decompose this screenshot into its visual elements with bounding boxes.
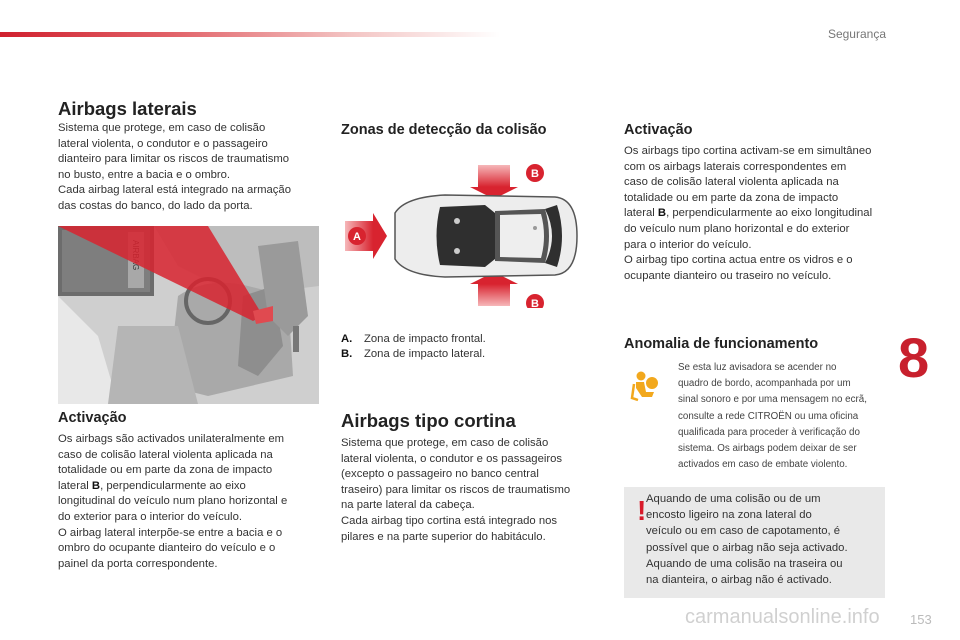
marker-b-top: B xyxy=(531,168,539,180)
impact-zones-diagram xyxy=(345,163,585,308)
seat-airbag-illustration xyxy=(58,226,319,404)
legend-lateral: B. Zona de impacto lateral. xyxy=(341,348,486,360)
zonas-title: Zonas de detecção da colisão xyxy=(341,122,547,138)
exclamation-icon: ! xyxy=(637,495,647,526)
activacao-right-title: Activação xyxy=(624,122,693,138)
warning-note xyxy=(624,487,885,598)
airbags-laterais-title: Airbags laterais xyxy=(58,98,197,119)
anomalia-text: Se esta luz avisadora se acender no quadro de bordo, acompanhada por um sinal sonoro e por uma mensagem no ecrã, consulte a rede CITROËN ou uma oficina qualificada para proceder à verificação do sistema. Os airbags podem deixar de ser activados em caso de embate violento. xyxy=(678,362,867,471)
activacao-left-title: Activação xyxy=(58,410,127,426)
activacao-right-text: Os airbags tipo cortina activam-se em simultâneo com os airbags laterais correspondentes em caso de colisão lateral violenta aplicada na totalidade ou em parte da zona de impacto lateral B, perpendicularmente ao eixo longitudinal do veículo num plano horizontal e do exterior para o interior do veículo. O airbag tipo cortina actua entre os vidros e o ocupante dianteiro ou traseiro no veículo. xyxy=(624,145,873,282)
header-accent-bar xyxy=(0,32,500,37)
airbags-cortina-title: Airbags tipo cortina xyxy=(341,410,516,431)
watermark: carmanualsonline.info xyxy=(685,606,880,628)
seat-illustration-svg xyxy=(58,226,319,404)
airbag-warning-lamp-icon xyxy=(628,370,662,402)
marker-b-bottom: B xyxy=(531,298,539,308)
activacao-left-text: Os airbags são activados unilateralmente em caso de colisão lateral violenta aplicada na totalidade ou em parte da zona de impacto lateral B, perpendicularmente ao eixo longitudinal do veículo num plano horizontal e do exterior para o interior do veículo. O airbag lateral interpõe-se entre a bacia e o ombro do ocupante dianteiro do veículo e o painel da porta correspondente. xyxy=(58,433,288,570)
page-number: 153 xyxy=(910,612,932,627)
anomalia-title: Anomalia de funcionamento xyxy=(624,336,819,352)
warning-text: Aquando de uma colisão ou de um encosto ligeiro na zona lateral do veículo ou em caso de capotamento, é possível que o airbag não seja activado. Aquando de uma colisão na traseira ou na dianteira, o airbag não é activado. xyxy=(646,493,848,587)
chapter-number: 8 xyxy=(898,326,930,389)
airbags-cortina-text: Sistema que protege, em caso de colisão lateral violenta, o condutor e os passageiros (excepto o passageiro no banco central traseiro) para limitar os riscos de traumatismo na parte lateral da cabeça. Cada airbag tipo cortina está integrado nos pilares e na parte superior do habitáculo. xyxy=(341,437,571,543)
car-diagram-svg xyxy=(345,163,585,308)
section-label: Segurança xyxy=(827,27,886,41)
legend-frontal: A. Zona de impacto frontal. xyxy=(341,333,486,345)
airbags-laterais-intro: Sistema que protege, em caso de colisão lateral violenta, o condutor e o passageiro dianteiro para limitar os riscos de traumatismo no busto, entre a bacia e o ombro. Cada airbag lateral está integrado na armação das costas do banco, do lado da porta. xyxy=(58,122,291,212)
marker-a: A xyxy=(353,231,361,243)
